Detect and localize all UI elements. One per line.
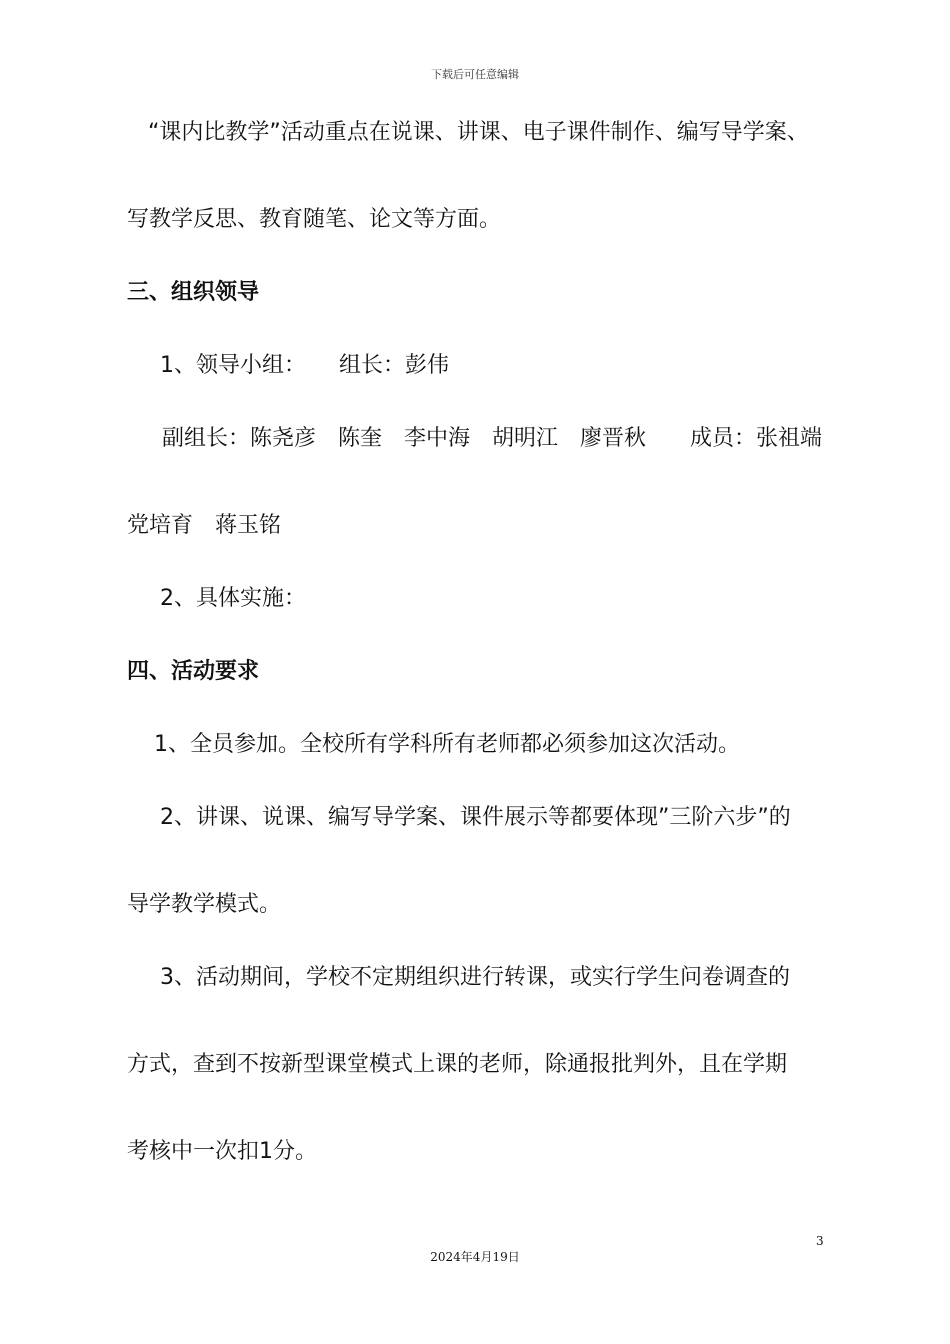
list-item: 1、全员参加。全校所有学科所有老师都必须参加这次活动。	[154, 732, 740, 757]
list-item: 3、活动期间，学校不定期组织进行转课，或实行学生问卷调查的	[160, 965, 790, 990]
page-number: 3	[816, 1234, 824, 1248]
footer-date: 2024年4月19日	[430, 1250, 520, 1264]
list-item-line: 党培育 蒋玉铭	[127, 513, 282, 538]
list-item-line: 导学教学模式。	[127, 892, 282, 917]
paragraph-line: 写教学反思、教育随笔、论文等方面。	[127, 207, 502, 232]
list-item-line: 考核中一次扣1分。	[127, 1139, 317, 1164]
section-heading-organization: 三、组织领导	[127, 280, 260, 305]
list-item: 2、讲课、说课、编写导学案、课件展示等都要体现”三阶六步”的	[160, 805, 791, 830]
list-item-line: 方式，查到不按新型课堂模式上课的老师，除通报批判外，且在学期	[127, 1052, 788, 1077]
list-item: 2、具体实施：	[160, 586, 306, 611]
list-item: 1、领导小组： 组长：彭伟	[160, 353, 449, 378]
section-heading-requirements: 四、活动要求	[127, 659, 260, 684]
paragraph-line: “课内比教学”活动重点在说课、讲课、电子课件制作、编写导学案、	[148, 120, 809, 145]
list-item-line: 副组长：陈尧彦 陈奎 李中海 胡明江 廖晋秋 成员：张祖端	[162, 426, 823, 451]
header-note: 下载后可任意编辑	[431, 68, 519, 81]
